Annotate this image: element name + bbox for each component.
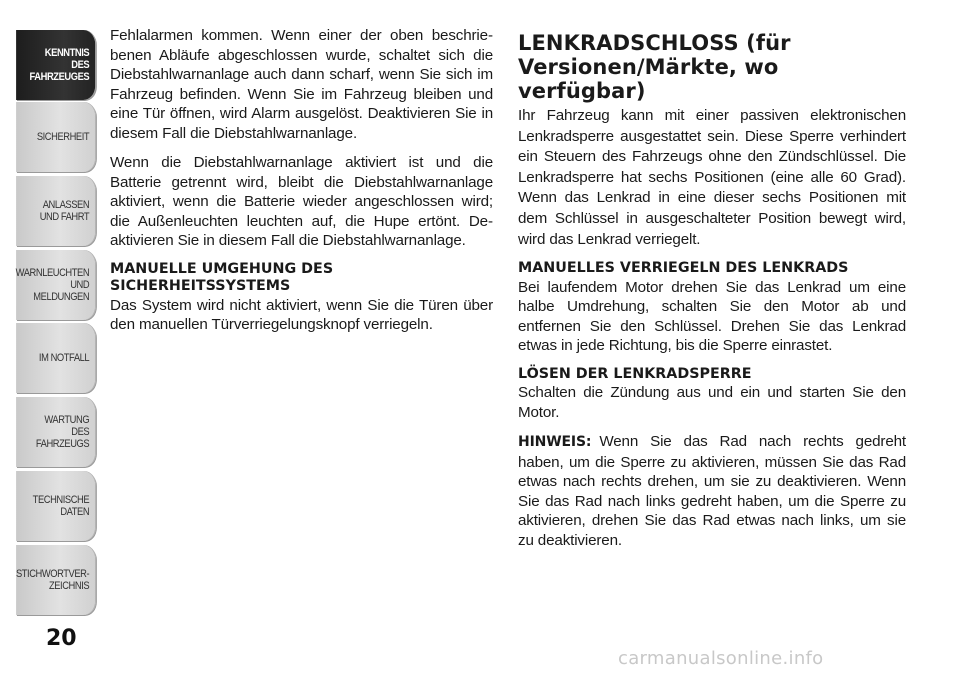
heading-manuelle-umgehung: MANUELLE UMGEHUNG DES SICHERHEITSSYSTEMS [110, 260, 334, 294]
tab-sicherheit[interactable]: SICHERHEIT [16, 102, 96, 172]
right-text-column [518, 31, 906, 560]
paragraph-lenkradsperre: Ihr Fahrzeug kann mit einer passiven elektronischen Lenkradsperre ausgestattet sein. Diese Sperre verhindert ein Steuern des Fahrzeugs ohne den Zündschlüssel. Die Lenkradsperre hat sechs Positionen (eine alle 60 Grad). Wenn das Lenkrad in eine dieser sechs Positionen mit dem Schlüssel in ausgeschalteter Position bewegt wird, wird das Lenkrad verriegelt. [518, 107, 906, 248]
note-label: HINWEIS: [518, 434, 592, 451]
tab-anlassen-und-fahrt[interactable]: ANLASSEN UND FAHRT [16, 176, 96, 246]
tab-wartung-des-fahrzeugs[interactable]: WARTUNG DES FAHRZEUGS [16, 397, 96, 467]
paragraph-batterie: Wenn die Diebstahlwarnanlage aktiviert ist und die Batterie getrennt wird, bleibt die Diebstahlwarnanlage aktiviert, wenn die Batterie wieder angeschlossen wird; die Außenleuchten leuchten auf, die Hupe ertönt. Deaktivieren Sie in diesem Fall die Diebstahlwarnanlage. [110, 154, 493, 249]
tab-warnleuchten-und-meldungen[interactable]: WARNLEUCHTEN UND MELDUNGEN [16, 250, 96, 320]
paragraph-verriegeln: Bei laufendem Motor drehen Sie das Lenkrad um eine halbe Umdrehung, schalten Sie den Motor ab und entfernen Sie den Schlüssel. Drehen Sie das Lenkrad etwas in jede Richtung, bis die Sperre einrastet. [518, 278, 906, 355]
paragraph-fehlalarm: Fehlalarmen kommen. Wenn einer der oben beschriebenen Abläufe abgeschlossen wurde, schaltet sich die Diebstahlwarnanlage auch dann scharf, wenn Sie sich im Fahrzeug befinden. Wenn Sie im Fahrzeug bleiben und eine Tür öffnen, wird Alarm ausgelöst. Deaktivieren Sie in diesem Fall die Diebstahlwarnanlage. [110, 27, 493, 142]
paragraph-tuerverriegelung: Das System wird nicht aktiviert, wenn Sie die Türen über den manuellen Türverriegelungsknopf verriegeln. [110, 296, 493, 333]
watermark: carmanualsonline.info [618, 648, 824, 669]
page-number: 20 [46, 626, 77, 651]
paragraph-loesen: Schalten die Zündung aus und ein und starten Sie den Motor. [518, 384, 906, 421]
tab-stichwortverzeichnis[interactable]: STICHWORTVER- ZEICHNIS [16, 545, 96, 615]
tab-im-notfall[interactable]: IM NOTFALL [16, 323, 96, 393]
note-text: Wenn Sie das Rad nach rechts gedreht haben, um die Sperre zu aktivieren, müssen Sie das Rad etwas nach rechts drehen, um sie zu deaktivieren. Wenn Sie das Rad nach links gedreht haben, um die Sperre zu aktivieren, drehen Sie das Rad etwas nach links, um sie zu deaktivieren. [518, 433, 906, 549]
left-text-column [110, 26, 493, 345]
tab-kenntnis-des-fahrzeuges[interactable]: KENNTNIS DES FAHRZEUGES [16, 30, 96, 100]
heading-loesen-der-lenkradsperre: LÖSEN DER LENKRADSPERRE [518, 365, 752, 382]
chapter-tab-sidebar [0, 0, 100, 678]
tab-technische-daten[interactable]: TECHNISCHE DATEN [16, 471, 96, 541]
heading-manuelles-verriegeln: MANUELLES VERRIEGELN DES LENKRADS [518, 260, 849, 277]
note-paragraph [518, 432, 906, 550]
section-title-lenkradschloss: LENKRADSCHLOSS (für Versionen/Märkte, wo verfügbar) [518, 31, 791, 103]
